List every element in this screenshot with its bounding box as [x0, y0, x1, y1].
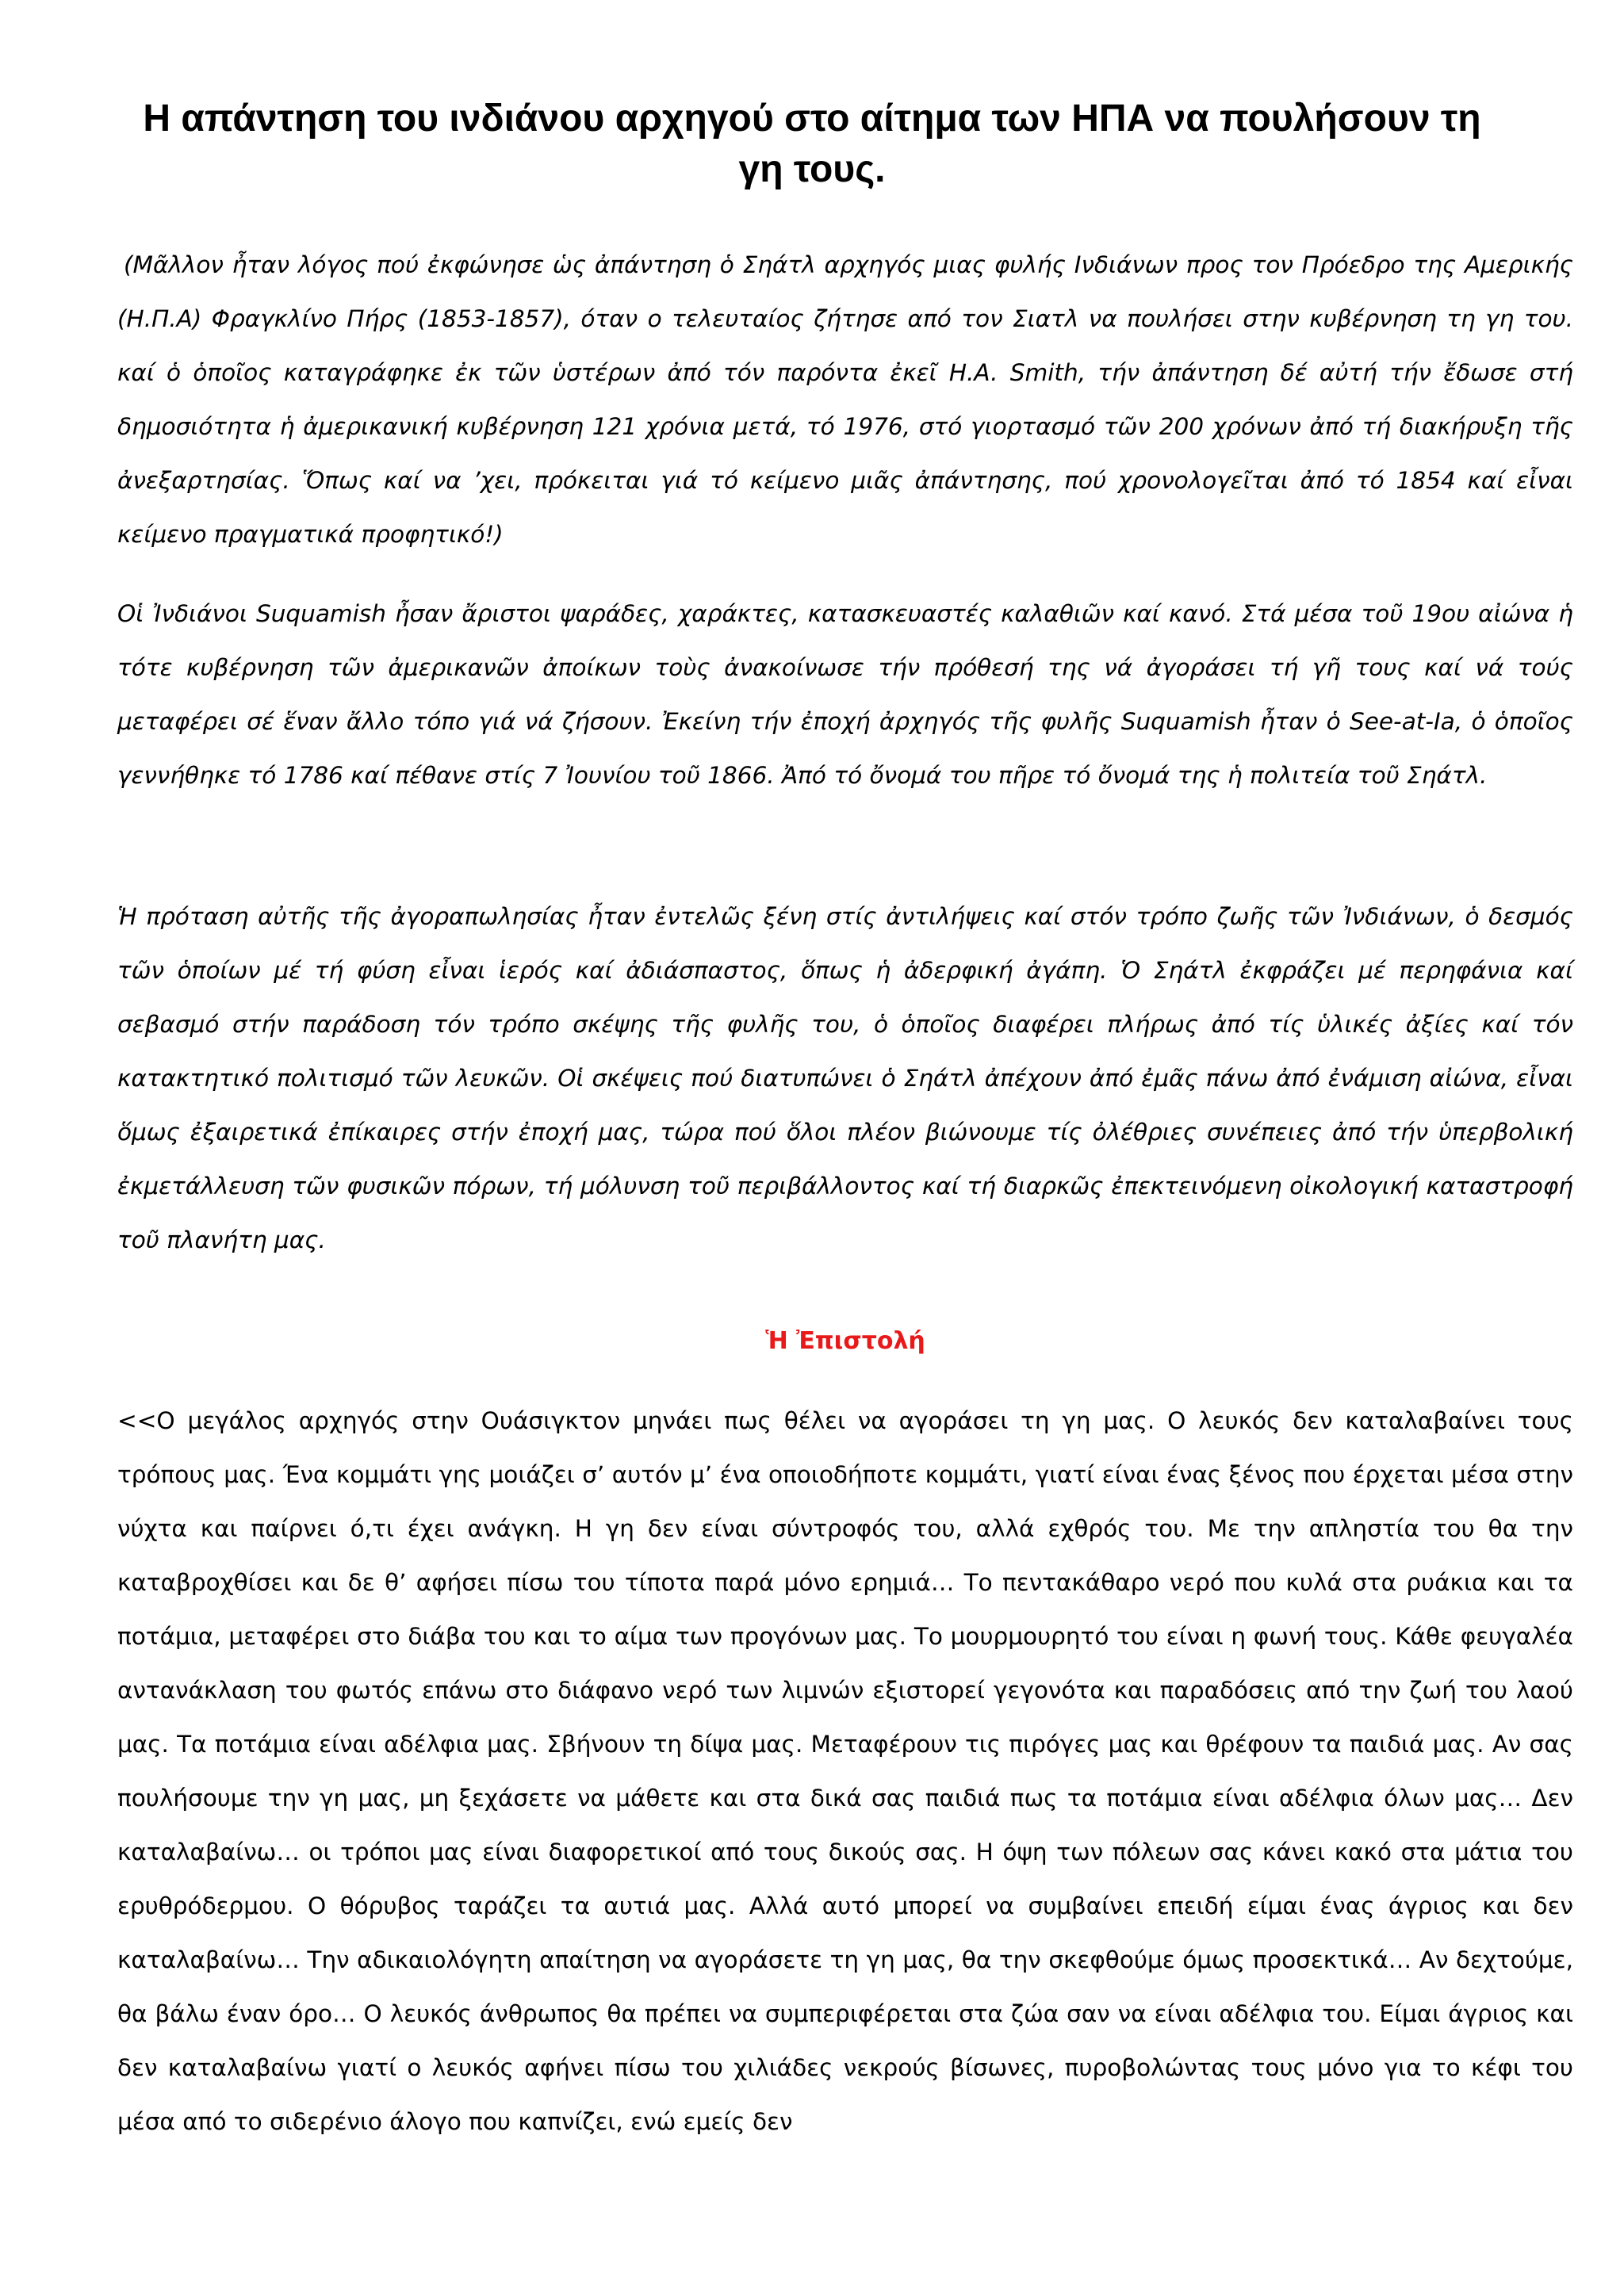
page-title: Η απάντηση του ινδιάνου αρχηγού στο αίτημα των ΗΠΑ να πουλήσουν τη γη τους.	[143, 98, 1481, 190]
paragraph-suquamish: Οἱ Ἰνδιάνοι Suquamish ἦσαν ἄριστοι ψαράδες, χαράκτες, κατασκευαστές καλαθιῶν καί κανό. Στά μέσα τοῦ 19ου αἰώνα ἡ τότε κυβέρνηση τῶν ἀμερικανῶν ἀποίκων τοὺς ἀνακοίνωσε τήν πρόθεσή της νά ἀγοράσει τή γῆ τους καί νά τούς μεταφέρει σέ ἕναν ἄλλο τόπο γιά νά ζήσουν. Ἐκείνη τήν ἐποχή ἀρχηγός τῆς φυλῆς Suquamish ἦταν ὁ See-at-Ia, ὁ ὁποῖος γεννήθηκε τό 1786 καί πέθανε στίς 7 Ἰουνίου τοῦ 1866. Ἀπό τό ὄνομά του πῆρε τό ὄνομά της ἡ πολιτεία τοῦ Σηάτλ.	[117, 600, 1573, 789]
intro-paragraph: (Μᾶλλον ἦταν λόγος πού ἐκφώνησε ὡς ἀπάντηση ὁ Σηάτλ αρχηγός μιας φυλής Ινδιάνων προς τον Πρόεδρο της Αμερικής (Η.Π.Α) Φραγκλίνο Πήρς (1853-1857), όταν ο τελευταίος ζήτησε από τον Σιατλ να πουλήσει στην κυβέρνηση τη γη του. καί ὁ ὁποῖος καταγράφηκε ἐκ τῶν ὑστέρων ἀπό τόν παρόντα ἐκεῖ H.A. Smith, τήν ἀπάντηση δέ αὐτή τήν ἔδωσε στή δημοσιότητα ἡ ἀμερικανική κυβέρνηση 121 χρόνια μετά, τό 1976, στό γιορτασμό τῶν 200 χρόνων ἀπό τή διακήρυξη τῆς ἀνεξαρτησίας. Ὅπως καί να ’χει, πρόκειται γιά τό κείμενο μιᾶς ἀπάντησης, πού χρονολογεῖται ἀπό τό 1854 καί εἶναι κείμενο πραγματικά προφητικό!)	[117, 251, 1573, 548]
section-heading-letter: Ἡ Ἐπιστολή	[765, 1327, 925, 1355]
letter-text: <<Ο μεγάλος αρχηγός στην Ουάσιγκτον μηνάει πως θέλει να αγοράσει τη γη μας. Ο λευκός δεν καταλαβαίνει τους τρόπους μας. Ένα κομμάτι γης μοιάζει σ’ αυτόν μ’ ένα οποιοδήποτε κομμάτι, γιατί είναι ένας ξένος που έρχεται μέσα στην νύχτα και παίρνει ό,τι έχει ανάγκη. Η γη δεν είναι σύντροφός του, αλλά εχθρός του. Με την απληστία του θα την καταβροχθίσει και δε θ’ αφήσει πίσω του τίποτα παρά μόνο ερημιά… Το πεντακάθαρο νερό που κυλά στα ρυάκια και τα ποτάμια, μεταφέρει στο διάβα του και το αίμα των προγόνων μας. Το μουρμουρητό του είναι η φωνή τους. Κάθε φευγαλέα αντανάκλαση του φωτός επάνω στο διάφανο νερό των λιμνών εξιστορεί γεγονότα και παραδόσεις από την ζωή του λαού μας. Τα ποτάμια είναι αδέλφια μας. Σβήνουν τη δίψα μας. Μεταφέρουν τις πιρόγες μας και θρέφουν τα παιδιά μας. Αν σας πουλήσουμε την γη μας, μη ξεχάσετε να μάθετε και στα δικά σας παιδιά πως τα ποτάμια είναι αδέλφια όλων μας… Δεν καταλαβαίνω… οι τρόποι μας είναι διαφορετικοί από τους δικούς σας. Η όψη των πόλεων σας κάνει κακό στα μάτια του ερυθρόδερμου. Ο θόρυβος ταράζει τα αυτιά μας. Αλλά αυτό μπορεί να συμβαίνει επειδή είμαι ένας άγριος και δεν καταλαβαίνω… Την αδικαιολόγητη απαίτηση να αγοράσετε τη γη μας, θα την σκεφθούμε όμως προσεκτικά… Αν δεχτούμε, θα βάλω έναν όρο… Ο λευκός άνθρωπος θα πρέπει να συμπεριφέρεται στα ζώα σαν να είναι αδέλφια του. Είμαι άγριος και δεν καταλαβαίνω γιατί ο λευκός αφήνει πίσω του χιλιάδες νεκρούς βίσωνες, πυροβολώντας τους μόνο για το κέφι του μέσα από το σιδερένιο άλογο που καπνίζει, ενώ εμείς δεν	[117, 1407, 1573, 2135]
paragraph-proposal: Ἡ πρόταση αὐτῆς τῆς ἀγοραπωλησίας ἦταν ἐντελῶς ξένη στίς ἀντιλήψεις καί στόν τρόπο ζωῆς τῶν Ἰνδιάνων, ὁ δεσμός τῶν ὁποίων μέ τή φύση εἶναι ἱερός καί ἀδιάσπαστος, ὅπως ἡ ἀδερφική ἀγάπη. Ὁ Σηάτλ ἐκφράζει μέ περηφάνια καί σεβασμό στήν παράδοση τόν τρόπο σκέψης τῆς φυλῆς του, ὁ ὁποῖος διαφέρει πλήρως ἀπό τίς ὑλικές ἀξίες καί τόν κατακτητικό πολιτισμό τῶν λευκῶν. Οἱ σκέψεις πού διατυπώνει ὁ Σηάτλ ἀπέχουν ἀπό ἐμᾶς πάνω ἀπό ἐνάμιση αἰώνα, εἶναι ὅμως ἐξαιρετικά ἐπίκαιρες στήν ἐποχή μας, τώρα πού ὅλοι πλέον βιώνουμε τίς ὀλέθριες συνέπειες ἀπό τήν ὑπερβολική ἐκμετάλλευση τῶν φυσικῶν πόρων, τή μόλυνση τοῦ περιβάλλοντος καί τή διαρκῶς ἐπεκτεινόμενη οἰκολογική καταστροφή τοῦ πλανήτη μας.	[117, 903, 1573, 1253]
